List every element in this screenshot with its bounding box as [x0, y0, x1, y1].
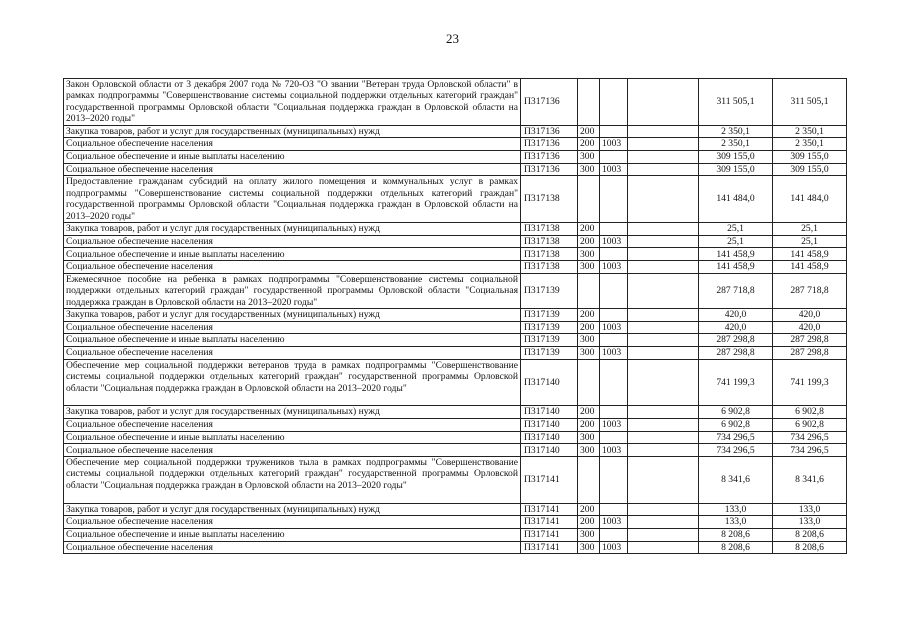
amount-cell: 25,1: [699, 223, 773, 236]
section-code-cell: 1003: [600, 347, 628, 360]
empty-amount-cell: [628, 516, 699, 529]
table-row: [64, 138, 847, 151]
section-code-cell: 1003: [600, 235, 628, 248]
program-row: [64, 79, 847, 126]
amount-cell: 741 199,3: [773, 359, 847, 406]
table-row: [64, 321, 847, 334]
amount-cell: 309 155,0: [699, 163, 773, 176]
item-name-cell: Социальное обеспечение населения: [64, 444, 521, 457]
empty-amount-cell: [628, 248, 699, 261]
amount-cell: 133,0: [773, 503, 847, 516]
empty-amount-cell: [628, 79, 699, 126]
target-code-cell: П317139: [521, 308, 578, 321]
budget-table-body: [64, 79, 847, 554]
expense-type-cell: [578, 176, 600, 223]
amount-cell: 6 902,8: [773, 406, 847, 419]
section-code-cell: [600, 248, 628, 261]
amount-cell: 2 350,1: [773, 138, 847, 151]
expense-type-cell: 300: [578, 541, 600, 554]
program-row: [64, 359, 847, 406]
item-name-cell: Ежемесячное пособие на ребенка в рамках подпрограммы "Совершенствование системы социальной поддержки отдельных категорий граждан" государственной программы Орловской области "Социальная поддержка граждан в Орловской области на 2013–2020 годы": [64, 273, 521, 308]
empty-amount-cell: [628, 308, 699, 321]
item-name-cell: Социальное обеспечение населения: [64, 235, 521, 248]
amount-cell: 287 298,8: [773, 334, 847, 347]
target-code-cell: П317140: [521, 419, 578, 432]
table-row: [64, 308, 847, 321]
target-code-cell: П317141: [521, 503, 578, 516]
target-code-cell: П317136: [521, 138, 578, 151]
empty-amount-cell: [628, 151, 699, 164]
table-row: [64, 163, 847, 176]
empty-amount-cell: [628, 419, 699, 432]
amount-cell: 309 155,0: [699, 151, 773, 164]
amount-cell: 25,1: [773, 223, 847, 236]
item-name-cell: Социальное обеспечение населения: [64, 419, 521, 432]
expense-type-cell: 200: [578, 516, 600, 529]
section-code-cell: [600, 151, 628, 164]
amount-cell: 741 199,3: [699, 359, 773, 406]
target-code-cell: П317141: [521, 529, 578, 542]
empty-amount-cell: [628, 321, 699, 334]
empty-amount-cell: [628, 235, 699, 248]
table-row: [64, 503, 847, 516]
expense-type-cell: 300: [578, 261, 600, 274]
amount-cell: 734 296,5: [773, 444, 847, 457]
expense-type-cell: [578, 359, 600, 406]
item-name-cell: Социальное обеспечение населения: [64, 163, 521, 176]
amount-cell: 141 484,0: [699, 176, 773, 223]
expense-type-cell: [578, 273, 600, 308]
amount-cell: 734 296,5: [773, 431, 847, 444]
empty-amount-cell: [628, 406, 699, 419]
amount-cell: 8 341,6: [699, 457, 773, 504]
expense-type-cell: 200: [578, 308, 600, 321]
expense-type-cell: 300: [578, 529, 600, 542]
amount-cell: 6 902,8: [773, 419, 847, 432]
table-row: [64, 334, 847, 347]
section-code-cell: [600, 406, 628, 419]
amount-cell: 141 458,9: [699, 248, 773, 261]
empty-amount-cell: [628, 163, 699, 176]
empty-amount-cell: [628, 138, 699, 151]
amount-cell: 6 902,8: [699, 419, 773, 432]
amount-cell: 287 718,8: [699, 273, 773, 308]
section-code-cell: 1003: [600, 516, 628, 529]
amount-cell: 8 208,6: [773, 541, 847, 554]
target-code-cell: П317136: [521, 163, 578, 176]
section-code-cell: 1003: [600, 138, 628, 151]
amount-cell: 133,0: [699, 516, 773, 529]
section-code-cell: [600, 529, 628, 542]
table-row: [64, 431, 847, 444]
item-name-cell: Социальное обеспечение населения: [64, 138, 521, 151]
table-row: [64, 347, 847, 360]
amount-cell: 8 208,6: [773, 529, 847, 542]
table-row: [64, 419, 847, 432]
target-code-cell: П317141: [521, 516, 578, 529]
item-name-cell: Закупка товаров, работ и услуг для государственных (муниципальных) нужд: [64, 308, 521, 321]
expense-type-cell: 200: [578, 503, 600, 516]
item-name-cell: Социальное обеспечение и иные выплаты населению: [64, 151, 521, 164]
page-number: 23: [446, 31, 459, 46]
empty-amount-cell: [628, 503, 699, 516]
target-code-cell: П317138: [521, 176, 578, 223]
table-row: [64, 248, 847, 261]
item-name-cell: Обеспечение мер социальной поддержки тружеников тыла в рамках подпрограммы "Совершенствование системы социальной поддержки отдельных категорий граждан" государственной программы Орловской области "Социальная поддержка граждан в Орловской области на 2013–2020 годы": [64, 457, 521, 504]
expense-type-cell: 300: [578, 347, 600, 360]
amount-cell: 420,0: [699, 321, 773, 334]
expense-type-cell: 300: [578, 444, 600, 457]
table-row: [64, 529, 847, 542]
table-row: [64, 541, 847, 554]
amount-cell: 734 296,5: [699, 444, 773, 457]
amount-cell: 287 718,8: [773, 273, 847, 308]
expense-type-cell: 200: [578, 419, 600, 432]
section-code-cell: [600, 431, 628, 444]
item-name-cell: Социальное обеспечение населения: [64, 516, 521, 529]
expense-type-cell: 300: [578, 248, 600, 261]
empty-amount-cell: [628, 431, 699, 444]
table-row: [64, 261, 847, 274]
target-code-cell: П317140: [521, 359, 578, 406]
amount-cell: 309 155,0: [773, 151, 847, 164]
empty-amount-cell: [628, 334, 699, 347]
target-code-cell: П317139: [521, 273, 578, 308]
expense-type-cell: 200: [578, 321, 600, 334]
amount-cell: 2 350,1: [773, 125, 847, 138]
section-code-cell: 1003: [600, 444, 628, 457]
item-name-cell: Закупка товаров, работ и услуг для государственных (муниципальных) нужд: [64, 503, 521, 516]
item-name-cell: Предоставление гражданам субсидий на оплату жилого помещения и коммунальных услуг в рамках подпрограммы "Совершенствование системы социальной поддержки отдельных категорий граждан" государственной программы Орловской области "Социальная поддержка граждан в Орловской области на 2013–2020 годы": [64, 176, 521, 223]
expense-type-cell: 300: [578, 163, 600, 176]
amount-cell: 141 458,9: [773, 261, 847, 274]
item-name-cell: Обеспечение мер социальной поддержки ветеранов труда в рамках подпрограммы "Совершенствование системы социальной поддержки отдельных категорий граждан" государственной программы Орловской области "Социальная поддержка граждан в Орловской области на 2013–2020 годы": [64, 359, 521, 406]
item-name-cell: Закон Орловской области от 3 декабря 2007 года № 720-ОЗ "О звании "Ветеран труда Орловской области" в рамках подпрограммы "Совершенствование системы социальной поддержки отдельных категорий граждан" государственной программы Орловской области "Социальная поддержка граждан в Орловской области на 2013–2020 годы": [64, 79, 521, 126]
amount-cell: 420,0: [773, 308, 847, 321]
amount-cell: 309 155,0: [773, 163, 847, 176]
target-code-cell: П317139: [521, 321, 578, 334]
expense-type-cell: 300: [578, 431, 600, 444]
target-code-cell: П317140: [521, 444, 578, 457]
item-name-cell: Социальное обеспечение населения: [64, 261, 521, 274]
budget-table: [63, 78, 847, 554]
section-code-cell: [600, 223, 628, 236]
table-row: [64, 444, 847, 457]
program-row: [64, 176, 847, 223]
section-code-cell: [600, 503, 628, 516]
target-code-cell: П317139: [521, 347, 578, 360]
expense-type-cell: 200: [578, 406, 600, 419]
item-name-cell: Социальное обеспечение и иные выплаты населению: [64, 248, 521, 261]
amount-cell: 2 350,1: [699, 138, 773, 151]
amount-cell: 25,1: [699, 235, 773, 248]
item-name-cell: Социальное обеспечение и иные выплаты населению: [64, 431, 521, 444]
program-row: [64, 457, 847, 504]
item-name-cell: Социальное обеспечение и иные выплаты населению: [64, 529, 521, 542]
section-code-cell: 1003: [600, 321, 628, 334]
target-code-cell: П317140: [521, 431, 578, 444]
expense-type-cell: [578, 79, 600, 126]
item-name-cell: Социальное обеспечение населения: [64, 541, 521, 554]
target-code-cell: П317141: [521, 541, 578, 554]
section-code-cell: [600, 308, 628, 321]
target-code-cell: П317138: [521, 261, 578, 274]
amount-cell: 420,0: [773, 321, 847, 334]
empty-amount-cell: [628, 125, 699, 138]
empty-amount-cell: [628, 261, 699, 274]
target-code-cell: П317141: [521, 457, 578, 504]
section-code-cell: [600, 79, 628, 126]
item-name-cell: Закупка товаров, работ и услуг для государственных (муниципальных) нужд: [64, 406, 521, 419]
amount-cell: 25,1: [773, 235, 847, 248]
empty-amount-cell: [628, 529, 699, 542]
amount-cell: 133,0: [773, 516, 847, 529]
empty-amount-cell: [628, 273, 699, 308]
table-row: [64, 125, 847, 138]
target-code-cell: П317136: [521, 151, 578, 164]
section-code-cell: [600, 176, 628, 223]
expense-type-cell: 200: [578, 138, 600, 151]
amount-cell: 2 350,1: [699, 125, 773, 138]
target-code-cell: П317138: [521, 235, 578, 248]
section-code-cell: 1003: [600, 419, 628, 432]
amount-cell: 133,0: [699, 503, 773, 516]
item-name-cell: Социальное обеспечение населения: [64, 347, 521, 360]
expense-type-cell: 200: [578, 235, 600, 248]
item-name-cell: Социальное обеспечение и иные выплаты населению: [64, 334, 521, 347]
section-code-cell: 1003: [600, 541, 628, 554]
amount-cell: 141 458,9: [699, 261, 773, 274]
table-row: [64, 406, 847, 419]
expense-type-cell: 200: [578, 223, 600, 236]
empty-amount-cell: [628, 359, 699, 406]
amount-cell: 141 484,0: [773, 176, 847, 223]
table-row: [64, 151, 847, 164]
amount-cell: 311 505,1: [773, 79, 847, 126]
table-row: [64, 235, 847, 248]
amount-cell: 8 341,6: [773, 457, 847, 504]
target-code-cell: П317138: [521, 223, 578, 236]
empty-amount-cell: [628, 457, 699, 504]
empty-amount-cell: [628, 347, 699, 360]
amount-cell: 8 208,6: [699, 529, 773, 542]
amount-cell: 8 208,6: [699, 541, 773, 554]
program-row: [64, 273, 847, 308]
empty-amount-cell: [628, 176, 699, 223]
amount-cell: 311 505,1: [699, 79, 773, 126]
table-row: [64, 516, 847, 529]
section-code-cell: 1003: [600, 163, 628, 176]
amount-cell: 287 298,8: [773, 347, 847, 360]
item-name-cell: Закупка товаров, работ и услуг для государственных (муниципальных) нужд: [64, 125, 521, 138]
expense-type-cell: 200: [578, 125, 600, 138]
section-code-cell: [600, 334, 628, 347]
section-code-cell: 1003: [600, 261, 628, 274]
amount-cell: 287 298,8: [699, 334, 773, 347]
amount-cell: 141 458,9: [773, 248, 847, 261]
target-code-cell: П317140: [521, 406, 578, 419]
target-code-cell: П317136: [521, 79, 578, 126]
section-code-cell: [600, 359, 628, 406]
expense-type-cell: 300: [578, 334, 600, 347]
expense-type-cell: [578, 457, 600, 504]
empty-amount-cell: [628, 444, 699, 457]
amount-cell: 420,0: [699, 308, 773, 321]
section-code-cell: [600, 457, 628, 504]
amount-cell: 734 296,5: [699, 431, 773, 444]
amount-cell: 6 902,8: [699, 406, 773, 419]
target-code-cell: П317138: [521, 248, 578, 261]
amount-cell: 287 298,8: [699, 347, 773, 360]
section-code-cell: [600, 125, 628, 138]
empty-amount-cell: [628, 223, 699, 236]
empty-amount-cell: [628, 541, 699, 554]
target-code-cell: П317136: [521, 125, 578, 138]
section-code-cell: [600, 273, 628, 308]
item-name-cell: Закупка товаров, работ и услуг для государственных (муниципальных) нужд: [64, 223, 521, 236]
target-code-cell: П317139: [521, 334, 578, 347]
table-row: [64, 223, 847, 236]
item-name-cell: Социальное обеспечение населения: [64, 321, 521, 334]
expense-type-cell: 300: [578, 151, 600, 164]
